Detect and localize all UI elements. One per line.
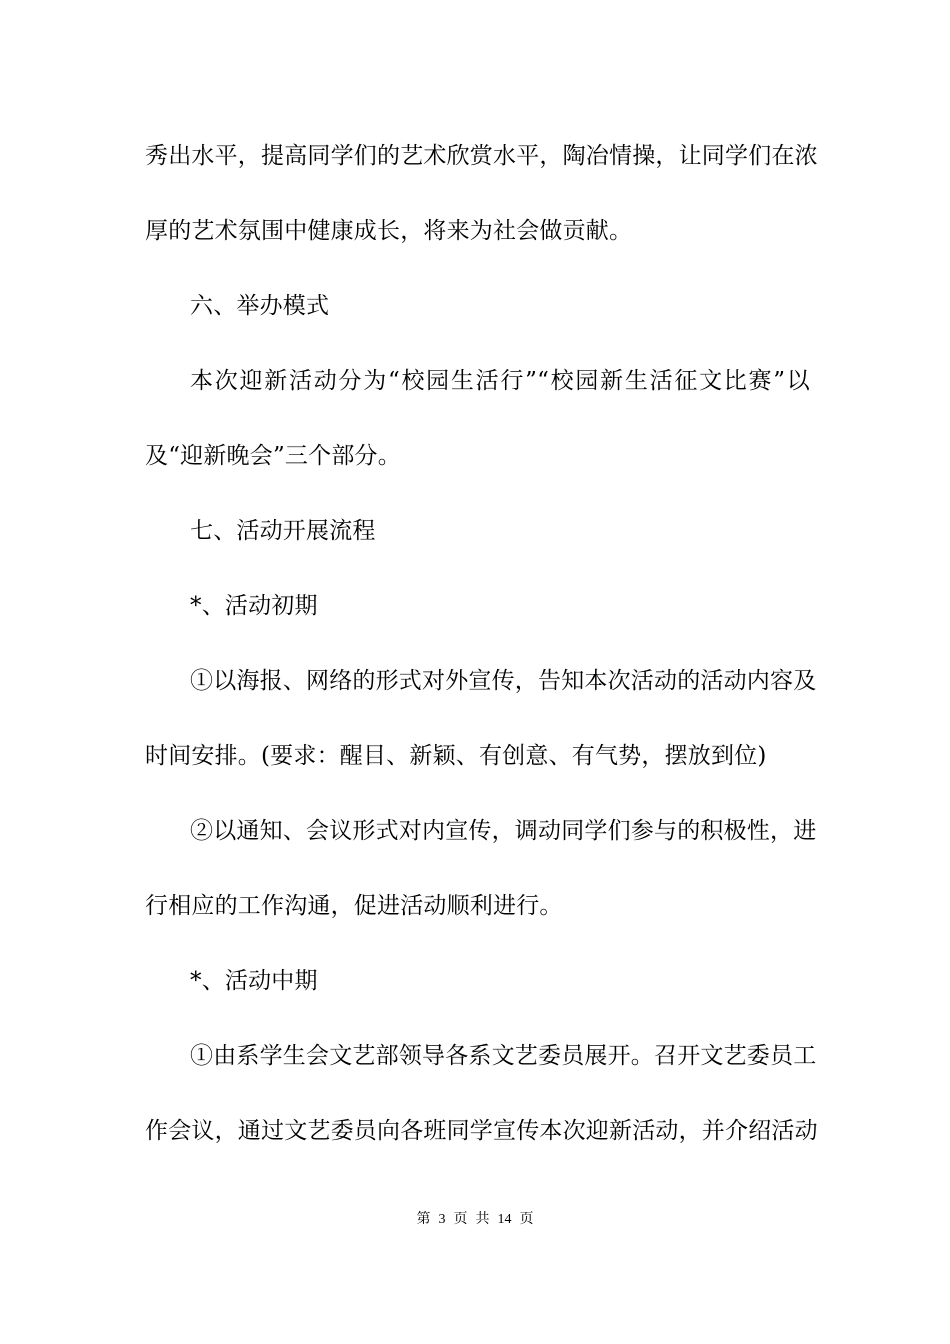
paragraph-line: 行相应的工作沟通，促进活动顺利进行。	[145, 893, 563, 919]
section-heading: 六、举办模式	[190, 293, 330, 319]
footer-total-label: 共	[475, 1211, 490, 1227]
footer-page-unit: 页	[453, 1211, 468, 1227]
subsection-heading: *、活动中期	[190, 968, 318, 994]
page-footer	[0, 1210, 950, 1229]
paragraph-line: 本次迎新活动分为“校园生活行”“校园新生活征文比赛”以	[190, 368, 810, 394]
paragraph-line: 作会议，通过文艺委员向各班同学宣传本次迎新活动，并介绍活动	[145, 1118, 818, 1144]
paragraph-line: 及“迎新晚会”三个部分。	[145, 443, 401, 469]
footer-total-pages: 14	[497, 1212, 512, 1227]
footer-prefix: 第	[416, 1211, 431, 1227]
paragraph-line: ②以通知、会议形式对内宣传，调动同学们参与的积极性，进	[190, 818, 817, 844]
footer-current-page: 3	[438, 1212, 446, 1227]
paragraph-line: ①由系学生会文艺部领导各系文艺委员展开。召开文艺委员工	[190, 1043, 817, 1069]
footer-suffix: 页	[519, 1211, 534, 1227]
paragraph-line: 秀出水平，提高同学们的艺术欣赏水平，陶冶情操，让同学们在浓	[145, 143, 818, 169]
section-heading: 七、活动开展流程	[190, 518, 376, 544]
paragraph-line: 时间安排。(要求：醒目、新颖、有创意、有气势，摆放到位)	[145, 743, 767, 769]
paragraph-line: ①以海报、网络的形式对外宣传，告知本次活动的活动内容及	[190, 668, 817, 694]
paragraph-line: 厚的艺术氛围中健康成长，将来为社会做贡献。	[145, 218, 633, 244]
subsection-heading: *、活动初期	[190, 593, 318, 619]
